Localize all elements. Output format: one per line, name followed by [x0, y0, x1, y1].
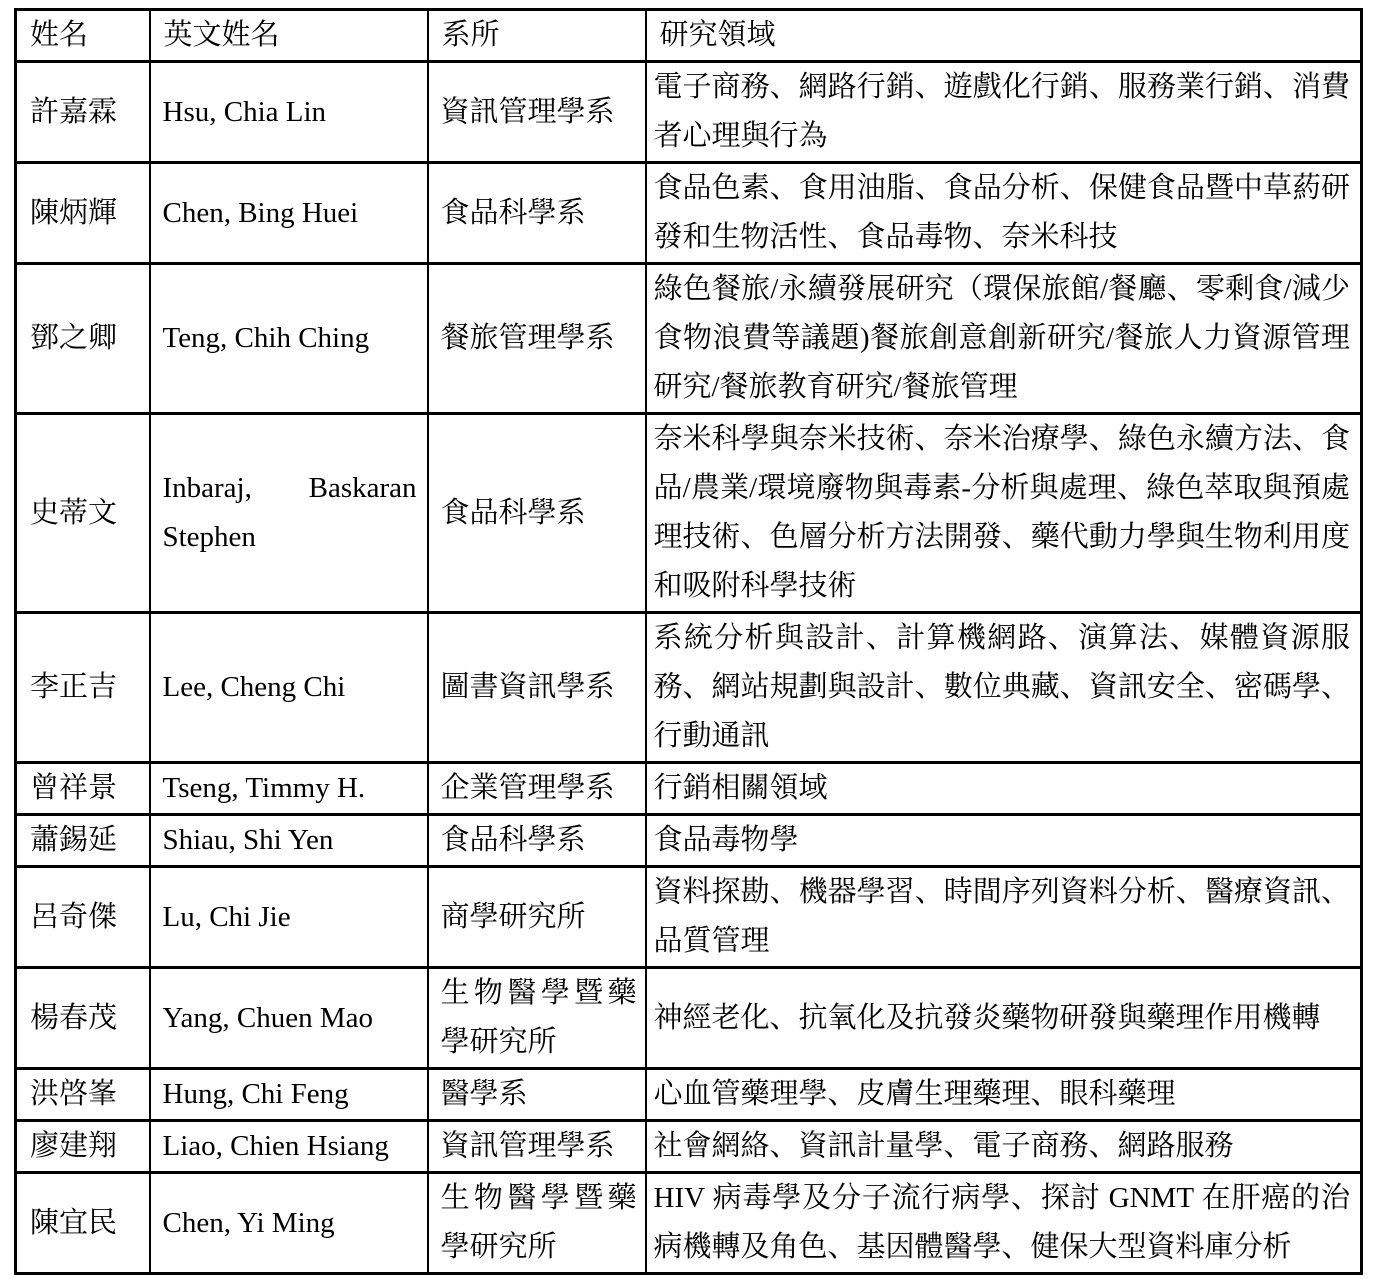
department-cell: 食品科學系: [428, 414, 646, 613]
name-cell: 曾祥景: [16, 763, 150, 815]
research-cell: 綠色餐旅/永續發展研究（環保旅館/餐廳、零剩食/減少食物浪費等議題)餐旅創意創新研究/餐旅人力資源管理研究/餐旅教育研究/餐旅管理: [646, 264, 1362, 414]
faculty-table: [14, 8, 1363, 1275]
english-name-cell: Liao, Chien Hsiang: [150, 1121, 428, 1173]
header-cell-english-name: 英文姓名: [150, 10, 428, 62]
department-cell: 資訊管理學系: [428, 62, 646, 163]
name-cell: 鄧之卿: [16, 264, 150, 414]
header-cell-department: 系所: [428, 10, 646, 62]
faculty-row: [16, 1069, 1362, 1121]
header-cell-research-areas: 研究領域: [646, 10, 1362, 62]
faculty-row: [16, 815, 1362, 867]
name-cell: 洪啓峯: [16, 1069, 150, 1121]
department-cell: 圖書資訊學系: [428, 613, 646, 763]
research-cell: 行銷相關領域: [646, 763, 1362, 815]
name-cell: 陳宜民: [16, 1173, 150, 1274]
english-name-cell: Teng, Chih Ching: [150, 264, 428, 414]
department-cell: 商學研究所: [428, 867, 646, 968]
faculty-row: [16, 613, 1362, 763]
department-cell: 食品科學系: [428, 815, 646, 867]
english-name-cell: Lu, Chi Jie: [150, 867, 428, 968]
research-cell: 食品色素、食用油脂、食品分析、保健食品暨中草葯研發和生物活性、食品毒物、奈米科技: [646, 163, 1362, 264]
faculty-row: [16, 867, 1362, 968]
english-name-cell: Chen, Bing Huei: [150, 163, 428, 264]
department-cell: 醫學系: [428, 1069, 646, 1121]
faculty-row: [16, 264, 1362, 414]
research-cell: 食品毒物學: [646, 815, 1362, 867]
faculty-row: [16, 1173, 1362, 1274]
faculty-table-body: [16, 62, 1362, 1274]
name-cell: 楊春茂: [16, 968, 150, 1069]
english-name-cell: Lee, Cheng Chi: [150, 613, 428, 763]
research-cell: 心血管藥理學、皮膚生理藥理、眼科藥理: [646, 1069, 1362, 1121]
english-name-cell: Chen, Yi Ming: [150, 1173, 428, 1274]
research-cell: 資料探勘、機器學習、時間序列資料分析、醫療資訊、品質管理: [646, 867, 1362, 968]
name-cell: 呂奇傑: [16, 867, 150, 968]
department-cell: 生物醫學暨藥學研究所: [428, 968, 646, 1069]
department-cell: 企業管理學系: [428, 763, 646, 815]
name-cell: 史蒂文: [16, 414, 150, 613]
research-cell: 電子商務、網路行銷、遊戲化行銷、服務業行銷、消費者心理與行為: [646, 62, 1362, 163]
english-name-cell: Hsu, Chia Lin: [150, 62, 428, 163]
faculty-row: [16, 414, 1362, 613]
faculty-row: [16, 163, 1362, 264]
header-cell-name: 姓名: [16, 10, 150, 62]
english-name-cell: Yang, Chuen Mao: [150, 968, 428, 1069]
department-cell: 食品科學系: [428, 163, 646, 264]
research-cell: 神經老化、抗氧化及抗發炎藥物研發與藥理作用機轉: [646, 968, 1362, 1069]
name-cell: 許嘉霖: [16, 62, 150, 163]
research-cell: HIV 病毒學及分子流行病學、探討 GNMT 在肝癌的治病機轉及角色、基因體醫學、健保大型資料庫分析: [646, 1173, 1362, 1274]
english-name-cell: Shiau, Shi Yen: [150, 815, 428, 867]
faculty-row: [16, 1121, 1362, 1173]
name-cell: 陳炳輝: [16, 163, 150, 264]
name-cell: 廖建翔: [16, 1121, 150, 1173]
research-cell: 社會網絡、資訊計量學、電子商務、網路服務: [646, 1121, 1362, 1173]
header-row: [16, 10, 1362, 62]
department-cell: 生物醫學暨藥學研究所: [428, 1173, 646, 1274]
faculty-row: [16, 62, 1362, 163]
english-name-cell: Inbaraj, Baskaran Stephen: [150, 414, 428, 613]
research-cell: 奈米科學與奈米技術、奈米治療學、綠色永續方法、食品/農業/環境廢物與毒素-分析與處理、綠色萃取與預處理技術、色層分析方法開發、藥代動力學與生物利用度和吸附科學技術: [646, 414, 1362, 613]
faculty-row: [16, 968, 1362, 1069]
english-name-cell: Tseng, Timmy H.: [150, 763, 428, 815]
research-cell: 系統分析與設計、計算機網路、演算法、媒體資源服務、網站規劃與設計、數位典藏、資訊安全、密碼學、行動通訊: [646, 613, 1362, 763]
name-cell: 李正吉: [16, 613, 150, 763]
english-name-cell: Hung, Chi Feng: [150, 1069, 428, 1121]
department-cell: 餐旅管理學系: [428, 264, 646, 414]
faculty-row: [16, 763, 1362, 815]
name-cell: 蕭錫延: [16, 815, 150, 867]
department-cell: 資訊管理學系: [428, 1121, 646, 1173]
